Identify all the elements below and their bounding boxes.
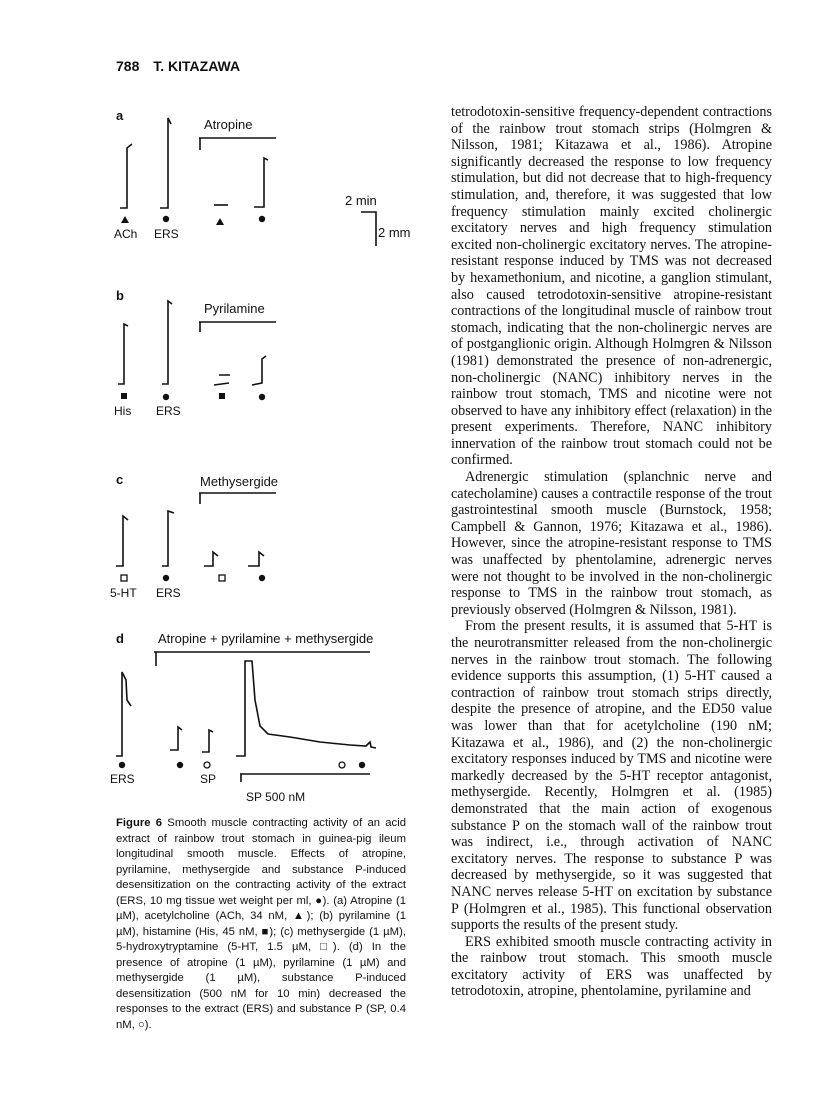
trace-b-ers-pyrilamine [252, 356, 266, 385]
filled-circle-marker [119, 762, 125, 768]
trace-label-ers: ERS [110, 772, 135, 786]
trace-a-ers [160, 118, 171, 208]
trace-a-ers-atropine [254, 158, 268, 207]
methysergide-bar [199, 493, 276, 504]
drug-label-pyrilamine: Pyrilamine [204, 301, 265, 316]
filled-circle-marker [163, 575, 169, 581]
open-square-marker [219, 575, 225, 581]
triangle-marker [216, 218, 224, 225]
drug-label-methysergide: Methysergide [200, 474, 279, 489]
trace-d-sp-desensitization [236, 661, 376, 756]
trace-d-ers-treated [170, 727, 182, 750]
pyrilamine-bar [199, 322, 276, 332]
body-paragraph: Adrenergic stimulation (splanchnic nerve and catecholamine) causes a contractile response of the trout gastrointestinal smooth muscle (Burnstock, 1958; Campbell & Gannon, 1976; Kitazawa et al., 1986). However, since the atropine-resistant response to TMS was unaffected by phentolamine, adrenergic nerves were not thought to be involved in the non-cholinergic response to TMS in the rainbow trout stomach, as previously observed (Holmgren & Nilsson, 1981). [451, 469, 772, 618]
body-paragraph: tetrodotoxin-sensitive frequency-dependent contractions of the rainbow trout stomach strips (Holmgren & Nilsson, 1981; Kitazawa et al., 1986). Atropine significantly decreased the response to low frequency stimulation, but did not decrease that to high-frequency stimulation, and, therefore, it was suggested that low frequency stimulation mainly excited cholinergic excitatory nerves and high frequency stimulation excited non-cholinergic excitatory nerves. The atropine-resistant response induced by TMS was not decreased by hexamethonium, and nicotine, a ganglion stimulant, also caused tetrodotoxin-sensitive atropine-resistant contractions of the longitudinal muscle of rainbow trout stomach, indicating that the non-cholinergic nerves are of postganglionic origin. Although Holmgren & Nilsson (1981) demonstrated the presence of non-adrenergic, non-cholinergic (NANC) inhibitory nerves in the rainbow trout stomach, TMS and nicotine were not observed to have any inhibitory effect (relaxation) in the present experiments. Therefore, NANC inhibitory innervation of the rainbow trout stomach could not be confirmed. [451, 104, 772, 469]
body-paragraph: From the present results, it is assumed that 5-HT is the neurotransmitter released from the non-cholinergic nerves in the rainbow trout stomach. The following evidence supports this assumption, (1) 5-HT caused a contraction of rainbow trout stomach strips directly, despite the presence of atropine, and the ED50 value was lower than that for acetylcholine (190 nM; Kitazawa et al., 1986), and (2) the non-cholinergic excitatory responses induced by TMS and nicotine were markedly decreased by the 5-HT receptor antagonist, methysergide. Recently, Holmgren et al. (1985) demonstrated that the main action of exogenous substance P on the stomach wall of the rainbow trout was indirect, i.e., through activation of NANC excitatory nerves. The response to substance P was decreased by methysergide, so it was suggested that NANC nerves release 5-HT on excitation by substance P (Holmgren et al., 1985). This functional observation supports the results of the present study. [451, 618, 772, 934]
trace-label-5ht: 5-HT [110, 586, 137, 600]
filled-circle-marker [163, 394, 169, 400]
author-name: T. KITAZAWA [153, 58, 241, 74]
filled-circle-marker [259, 216, 265, 222]
open-square-marker [121, 575, 127, 581]
body-paragraph: ERS exhibited smooth muscle contracting activity in the rainbow trout stomach. This smooth muscle excitatory activity of ERS was unaffected by tetrodotoxin, atropine, phentolamine, pyrilamine and [451, 933, 772, 1000]
filled-circle-marker [163, 216, 169, 222]
triangle-marker [121, 216, 129, 223]
body-text-column [451, 104, 772, 1000]
scale-label-amplitude: 2 mm [378, 225, 411, 240]
filled-circle-marker [259, 575, 265, 581]
filled-square-marker [121, 393, 127, 399]
filled-circle-marker [177, 762, 183, 768]
trace-b-ers [162, 301, 172, 384]
trace-b-his-pyrilamine [214, 375, 230, 385]
open-circle-marker [204, 762, 210, 768]
trace-c-ers-methysergide [248, 552, 264, 566]
panel-label-d: d [116, 631, 124, 646]
trace-d-sp [202, 730, 213, 752]
scale-label-time: 2 min [345, 193, 377, 208]
figure-caption [116, 816, 406, 1033]
trace-b-his [118, 324, 128, 384]
trace-label-sp: SP [200, 772, 217, 786]
trace-label-ers: ERS [156, 586, 181, 600]
caption-text: Smooth muscle contracting activity of an acid extract of rainbow trout stomach in guinea-pig ileum longitudinal smooth muscle. Effects of atropine, pyrilamine, methysergide and substance P-induced desensitization on the contracting activity of the extract (ERS, 10 mg tissue wet weight per ml, ●). (a) Atropine (1 µM), acetylcholine (ACh, 34 nM, ▲); (b) pyrilamine (1 µM), histamine (His, 45 nM, ■); (c) methysergide (1 µM), 5-hydroxytryptamine (5-HT, 1.5 µM, □). (d) In the presence of atropine (1 µM), pyrilamine (1 µM) and methysergide (1 µM), substance P-induced desensitization (500 nM for 10 min) decreased the responses to the extract (ERS) and substance P (SP, 0.4 nM, ○). [116, 817, 406, 1031]
trace-label-ers: ERS [156, 404, 181, 418]
trace-label-ach: ACh [114, 227, 138, 241]
atropine-bar [199, 138, 276, 150]
trace-d-ers [116, 672, 131, 756]
sp-bar [240, 774, 370, 782]
trace-c-5ht-methysergide [204, 552, 218, 566]
trace-label-his: His [114, 404, 132, 418]
filled-circle-marker [259, 394, 265, 400]
open-circle-marker [339, 762, 345, 768]
drug-label-combination: Atropine + pyrilamine + methysergide [158, 631, 374, 646]
filled-square-marker [219, 393, 225, 399]
combined-drug-bar [154, 652, 370, 666]
panel-label-c: c [116, 472, 124, 487]
panel-label-a: a [116, 108, 124, 123]
trace-c-5ht [116, 516, 128, 566]
trace-a-ach [120, 144, 132, 208]
scale-bar [361, 212, 376, 246]
filled-circle-marker [359, 762, 365, 768]
sp-bar-label: SP 500 nM [246, 790, 306, 804]
trace-label-ers: ERS [154, 227, 179, 241]
trace-c-ers [162, 511, 174, 566]
panel-label-b: b [116, 288, 124, 303]
caption-title: Figure 6 [116, 817, 163, 829]
page-number: 788 [116, 58, 140, 74]
drug-label-atropine: Atropine [204, 117, 253, 132]
